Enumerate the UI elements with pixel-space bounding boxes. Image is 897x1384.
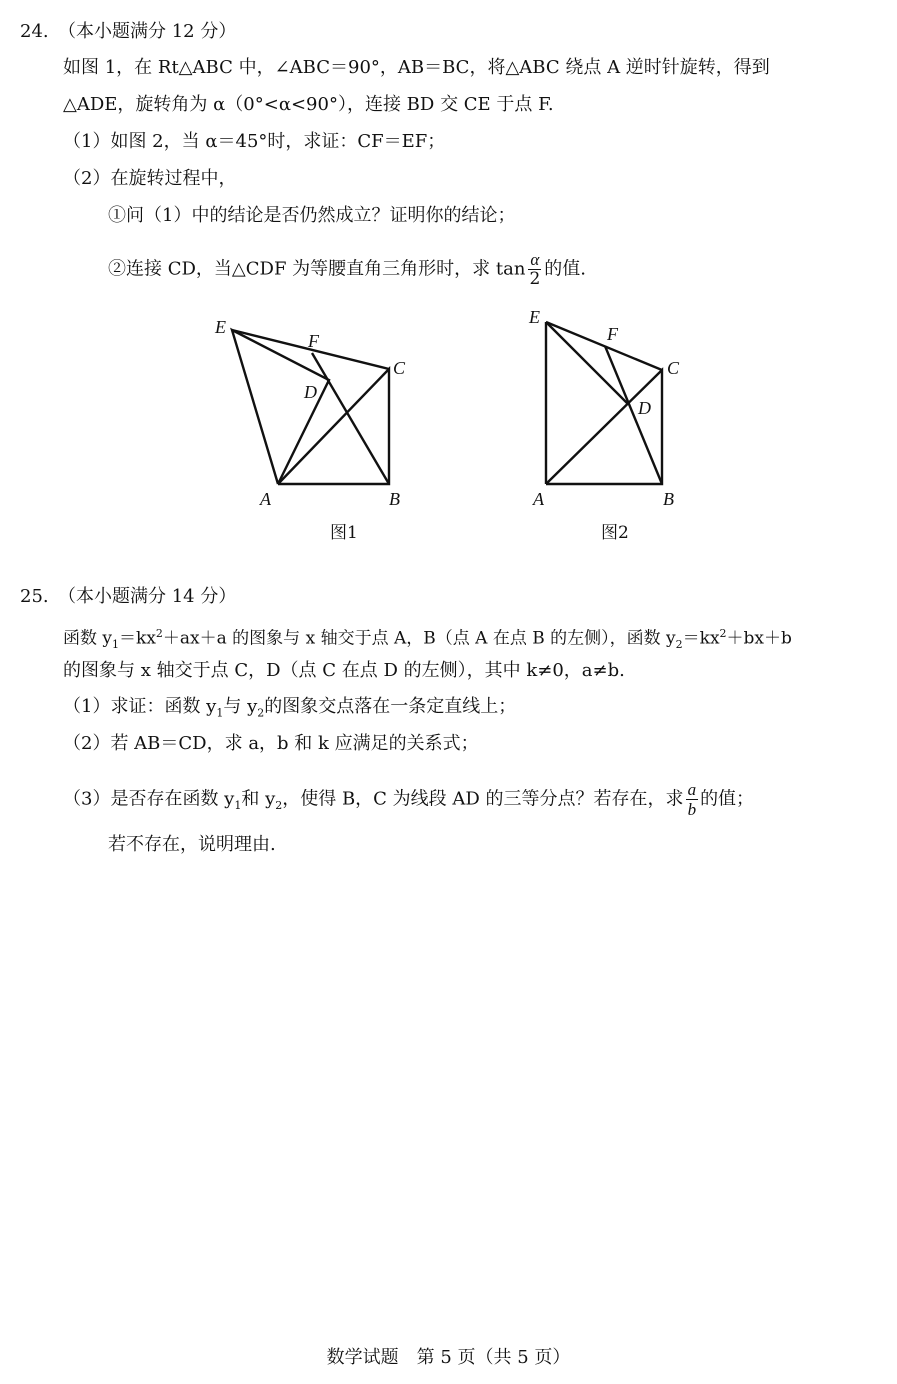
fig1-label-f: F (308, 331, 319, 351)
q24-part2: （2）在旋转过程中， (63, 168, 237, 189)
fig1-triangle-ade (232, 330, 329, 484)
fig2-label-c: C (667, 358, 680, 378)
a-over-b-fraction: $\frac{a}{b}$ (687, 780, 697, 819)
fig1-label-e: E (215, 317, 226, 337)
q25-stem-line1: 函数 $y_1=kx^2+ax+a$ 的图象与 x 轴交于点 A，B（点 A 在点 B 的左侧），函数 $y_2=kx^2+bx+b$ (63, 627, 792, 652)
fig2-label-a: A (533, 489, 544, 509)
q25-number: 25. (20, 586, 49, 607)
fig2-label-e: E (529, 307, 540, 327)
q25-stem-line2: 的图象与 x 轴交于点 C，D（点 C 在点 D 的左侧），其中 k≠0，a≠b. (63, 660, 625, 681)
fig2-label-b: B (663, 489, 674, 509)
fig2-label-d: D (638, 398, 651, 418)
fig2-triangle-abc (546, 370, 662, 484)
fig1-segment-bd (312, 353, 389, 484)
q24-number: 24. (20, 21, 49, 42)
figure-2-caption: 图2 (601, 523, 629, 543)
q25-part1: （1）求证：函数 $y_1$与 $y_2$的图象交点落在一条定直线上； (63, 696, 517, 720)
figure-1-caption: 图1 (330, 523, 358, 543)
half-alpha-fraction: $\frac{\alpha}{2}$ (529, 250, 541, 289)
q25-part3-tail: 若不存在，说明理由. (108, 834, 276, 855)
fig1-label-d: D (304, 382, 317, 402)
q24-part2-sub1: ①问（1）中的结论是否仍然成立？证明你的结论； (108, 205, 516, 226)
q24-part1: （1）如图 2，当 α＝45°时，求证：CF＝EF； (63, 131, 446, 152)
q25-part2: （2）若 AB＝CD，求 a，b 和 k 应满足的关系式； (63, 733, 479, 754)
q24-part2-sub2 (108, 250, 586, 289)
fig2-label-f: F (607, 324, 618, 344)
page-footer: 数学试题 第 5 页（共 5 页） (326, 1347, 571, 1368)
fig1-label-a: A (260, 489, 271, 509)
fig1-triangle-abc (278, 369, 389, 484)
q24-part2-sub2-text: ②连接 CD，当△CDF 为等腰直角三角形时，求 tan (108, 258, 526, 280)
q24-stem-line2: △ADE，旋转角为 α（0°<α<90°），连接 BD 交 CE 于点 F. (63, 94, 554, 115)
q24-header: （本小题满分 12 分） (58, 21, 237, 42)
q24-part2-sub2-tail: 的值. (544, 258, 587, 280)
figure-1 (0, 300, 897, 540)
q24-stem-line1: 如图 1，在 Rt△ABC 中，∠ABC＝90°，AB＝BC，将△ABC 绕点 A 逆时针旋转，得到 (63, 57, 770, 78)
fig1-label-c: C (393, 358, 406, 378)
fig2-segment-ec (546, 322, 662, 370)
q25-header: （本小题满分 14 分） (58, 586, 237, 607)
fig1-label-b: B (389, 489, 400, 509)
q25-part3: （3）是否存在函数 $y_1$和 $y_2$，使得 B，C 为线段 AD 的三等分点？若存在，求 $\frac{a}{b}$ 的值； (63, 780, 755, 819)
